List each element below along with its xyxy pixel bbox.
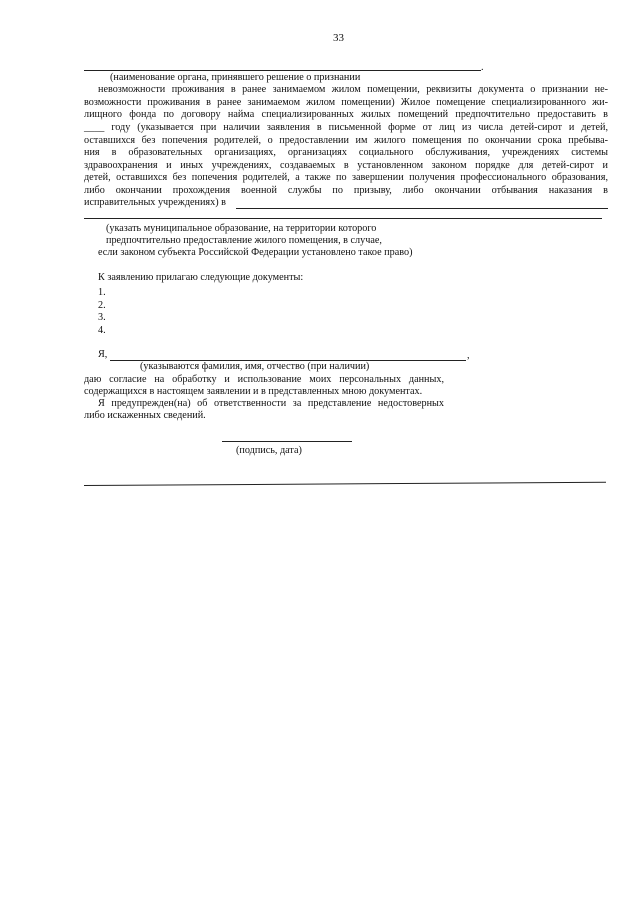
- para1-line-10: исправительных учреждениях) в: [84, 197, 226, 208]
- para1-line-6: ния в образовательных организациях, организациях социального обслуживания, учреждениях системы: [84, 147, 608, 158]
- para1-line-2: возможности проживания в ранее занимаемом жилом помещении) Жилое помещение специализированного жи-: [84, 97, 608, 108]
- attachment-item-3[interactable]: 3.: [98, 312, 106, 323]
- attachments-heading: К заявлению прилагаю следующие документы:: [98, 272, 304, 283]
- i-label: Я,: [98, 349, 108, 360]
- bottom-rule: [84, 482, 606, 486]
- para1-line-4: ____ году (указывается при наличии заявления в письменной форме от лиц из числа детей-сирот и детей,: [84, 122, 608, 133]
- para1-line-1: невозможности проживания в ранее занимаемом жилом помещении, реквизиты документа о признании не-: [98, 84, 608, 95]
- organ-name-caption: (наименование органа, принявшего решение о признании: [110, 72, 361, 83]
- municipality-line-2[interactable]: [84, 218, 602, 219]
- consent-line-1: даю согласие на обработку и использование моих персональных данных,: [84, 374, 444, 385]
- fio-line-comma: ,: [467, 350, 470, 361]
- para1-line-9: либо окончании прохождения военной службы по призыву, либо окончании отбывания наказания в: [84, 185, 608, 196]
- municipality-line-1[interactable]: [236, 208, 608, 209]
- para1-line-7: здравоохранения и иных учреждениях, создаваемых в установленном законом порядке для детей-сирот и: [84, 160, 608, 171]
- organ-name-line: [84, 70, 481, 71]
- organ-line-dot: .: [481, 62, 484, 73]
- warning-line-2: либо искаженных сведений.: [84, 410, 206, 421]
- municipal-caption-2: предпочтительно предоставление жилого помещения, в случае,: [106, 235, 382, 246]
- para1-line-3: лищного фонда по договору найма специализированных жилых помещений предпочтительно предоставить в: [84, 109, 608, 120]
- para1-line-5: оставшихся без попечения родителей, о предоставлении им жилого помещения по окончании срока пребыва-: [84, 135, 608, 146]
- municipal-caption-1: (указать муниципальное образование, на территории которого: [106, 223, 377, 234]
- fio-caption: (указываются фамилия, имя, отчество (при наличии): [140, 361, 370, 372]
- signature-line[interactable]: [222, 441, 352, 442]
- page-number: 33: [333, 32, 344, 44]
- attachment-item-2[interactable]: 2.: [98, 300, 106, 311]
- signature-caption: (подпись, дата): [236, 445, 302, 456]
- attachment-item-4[interactable]: 4.: [98, 325, 106, 336]
- consent-line-2: содержащихся в настоящем заявлении и в представленных мною документах.: [84, 386, 423, 397]
- municipal-caption-3: если законом субъекта Российской Федерации установлено такое право): [98, 247, 413, 258]
- attachment-item-1[interactable]: 1.: [98, 287, 106, 298]
- warning-line-1: Я предупрежден(на) об ответственности за представление недостоверных: [98, 398, 444, 409]
- para1-line-8: детей, оставшихся без попечения родителей, а также по завершении получения профессионального образования,: [84, 172, 608, 183]
